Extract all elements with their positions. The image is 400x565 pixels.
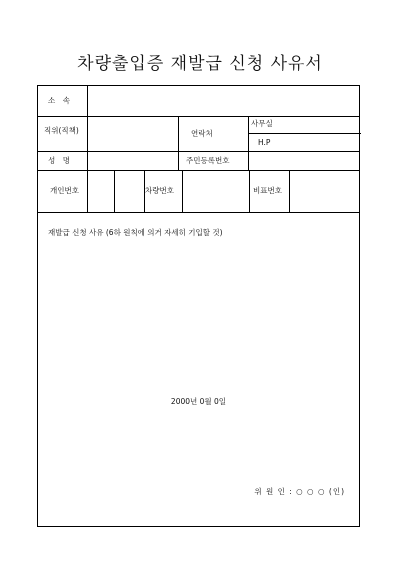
office-label: 사무실 — [251, 119, 273, 128]
reason-field[interactable] — [39, 241, 359, 391]
date-line: 2000년 0월 0일 — [170, 397, 227, 406]
position-label: 직위(직책) — [44, 126, 79, 135]
resident-number-field[interactable] — [249, 152, 360, 170]
name-label: 성 명 — [48, 156, 70, 165]
document-title: 차량출입증 재발급 신청 사유서 — [77, 54, 323, 74]
fixture-number-field[interactable] — [290, 171, 360, 212]
personal-number-label: 개인번호 — [50, 186, 79, 195]
column-divider — [178, 116, 179, 170]
contact-label: 연락처 — [191, 129, 213, 138]
contact-sub-divider — [248, 133, 361, 134]
resident-number-label: 주민등록번호 — [186, 156, 230, 165]
personal-number-field[interactable] — [88, 171, 144, 212]
application-form — [37, 85, 360, 527]
column-divider — [249, 170, 250, 212]
reason-label: 재발급 신청 사유 (6하 원칙에 의거 자세히 기입할 것) — [48, 228, 223, 237]
vehicle-number-field[interactable] — [183, 171, 249, 212]
name-field[interactable] — [88, 152, 177, 170]
vehicle-number-label: 차량번호 — [145, 186, 174, 195]
fixture-number-label: 비표번호 — [253, 186, 282, 195]
affiliation-label: 소 속 — [48, 96, 70, 105]
affiliation-field[interactable] — [88, 86, 360, 116]
signer-line: 위 원 인 : ○ ○ ○ (인) — [254, 487, 345, 496]
mobile-label: H.P — [258, 138, 271, 147]
row-divider — [38, 212, 359, 213]
position-field[interactable] — [88, 117, 177, 151]
